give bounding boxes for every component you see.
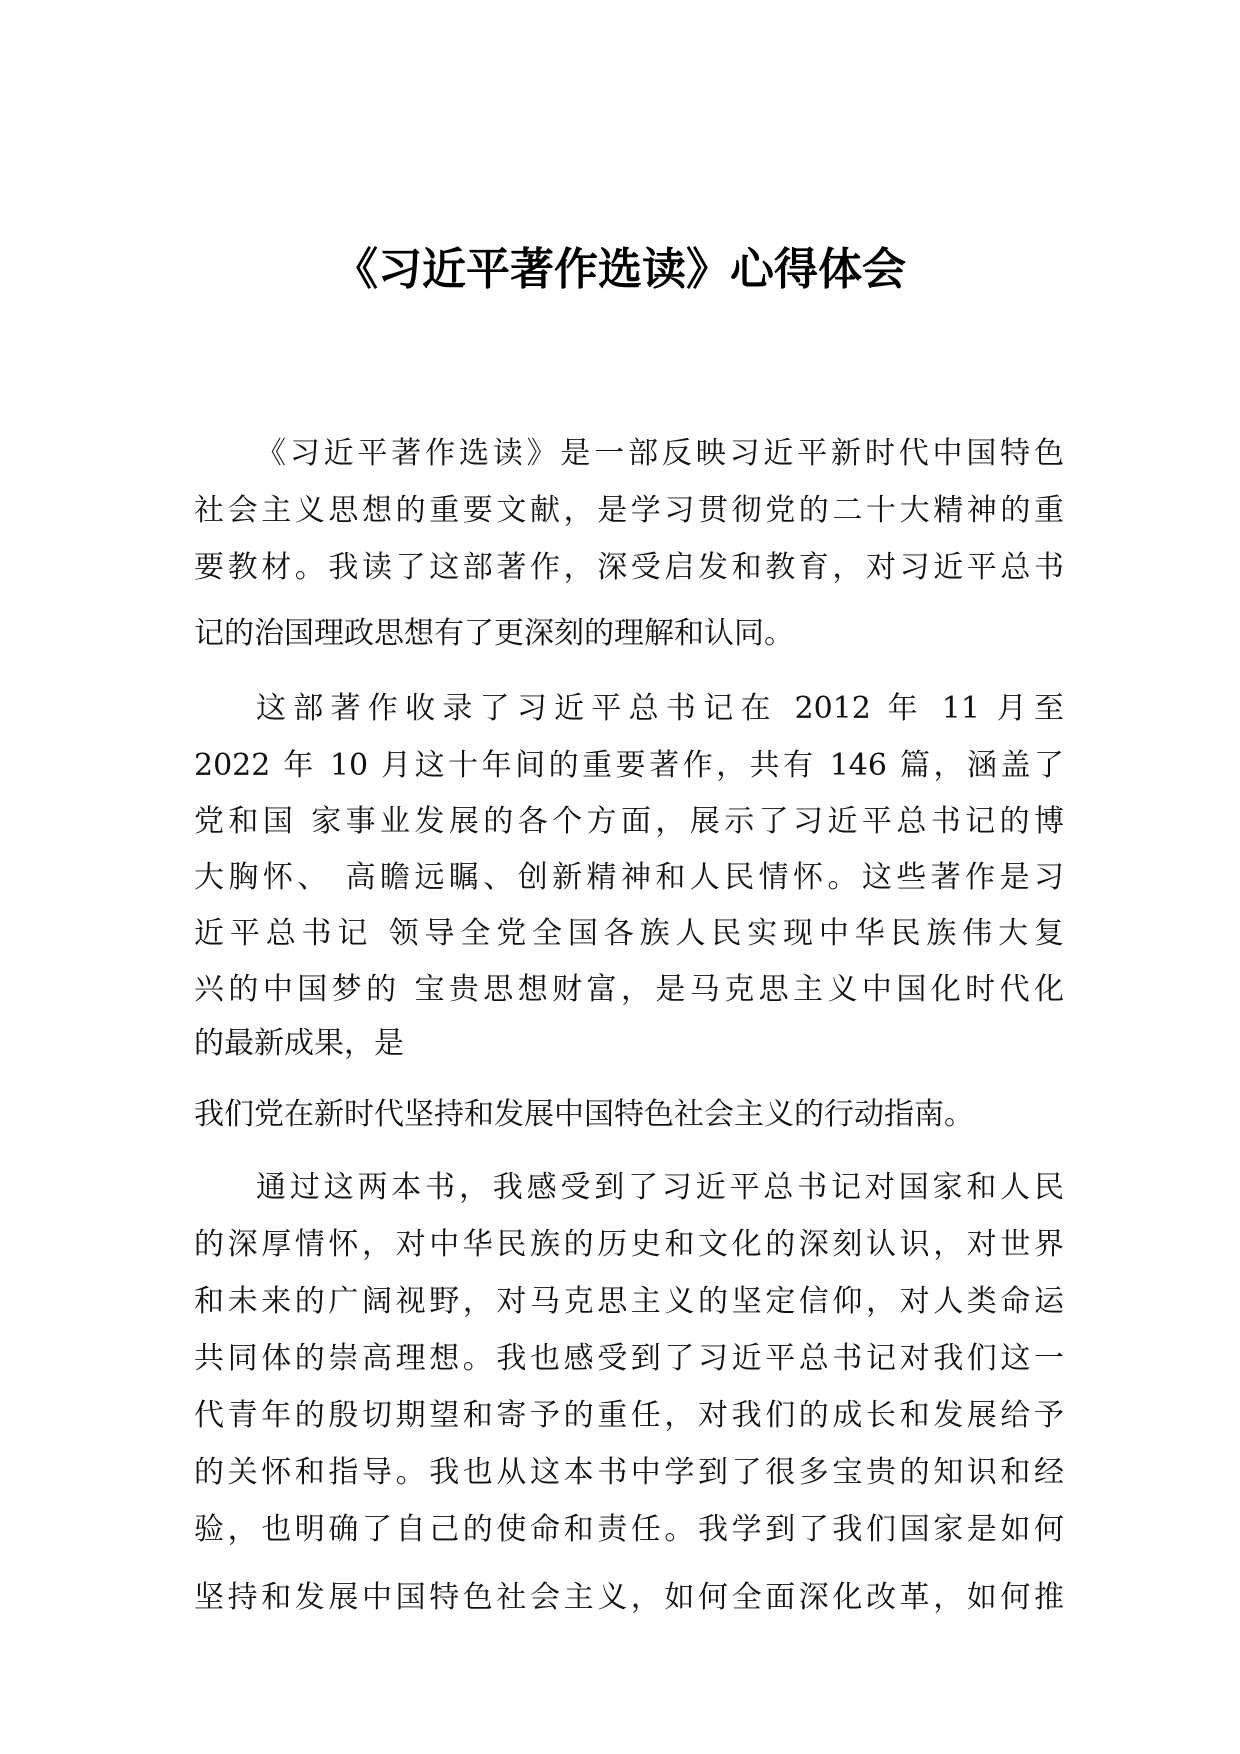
paragraph-2-line-4: 大胸怀、 高瞻远瞩、创新精神和人民情怀。这些著作是习: [194, 860, 1064, 895]
paragraph-1-line-2: 社会主义思想的重要文献，是学习贯彻党的二十大精神的重: [194, 493, 1064, 528]
paragraph-2-line-2: 2022 年 10 月这十年间的重要著作，共有 146 篇，涵盖了: [194, 748, 1064, 783]
paragraph-2-line-8: 我们党在新时代坚持和发展中国特色社会主义的行动指南。: [194, 1097, 974, 1132]
paragraph-3-line-5: 代青年的殷切期望和寄予的重任，对我们的成长和发展给予: [194, 1398, 1064, 1433]
paragraph-3-line-6: 的关怀和指导。我也从这本书中学到了很多宝贵的知识和经: [194, 1455, 1064, 1490]
paragraph-3-line-2: 的深厚情怀，对中华民族的历史和文化的深刻认识，对世界: [194, 1227, 1064, 1262]
document-title: 《习近平著作选读》心得体会: [334, 244, 906, 295]
paragraph-3-line-8: 坚持和发展中国特色社会主义，如何全面深化改革，如何推: [194, 1580, 1064, 1615]
paragraph-3-line-3: 和未来的广阔视野，对马克思主义的坚定信仰，对人类命运: [194, 1284, 1064, 1319]
paragraph-2-line-7: 的最新成果，是: [194, 1026, 404, 1061]
paragraph-1-line-1: 《习近平著作选读》是一部反映习近平新时代中国特色: [256, 436, 1064, 471]
paragraph-3-line-4: 共同体的崇高理想。我也感受到了习近平总书记对我们这一: [194, 1341, 1064, 1376]
paragraph-1-line-3: 要教材。我读了这部著作，深受启发和教育，对习近平总书: [194, 550, 1064, 585]
paragraph-2-line-1: 这部著作收录了习近平总书记在 2012 年 11 月至: [256, 691, 1064, 726]
paragraph-2-line-5: 近平总书记 领导全党全国各族人民实现中华民族伟大复: [194, 916, 1064, 951]
paragraph-3-line-7: 验，也明确了自己的使命和责任。我学到了我们国家是如何: [194, 1512, 1064, 1547]
paragraph-2-line-6: 兴的中国梦的 宝贵思想财富，是马克思主义中国化时代化: [194, 972, 1064, 1007]
paragraph-1-line-4: 记的治国理政思想有了更深刻的理解和认同。: [194, 616, 794, 651]
paragraph-2-line-3: 党和国 家事业发展的各个方面，展示了习近平总书记的博: [194, 804, 1064, 839]
paragraph-3-line-1: 通过这两本书，我感受到了习近平总书记对国家和人民: [256, 1170, 1064, 1205]
